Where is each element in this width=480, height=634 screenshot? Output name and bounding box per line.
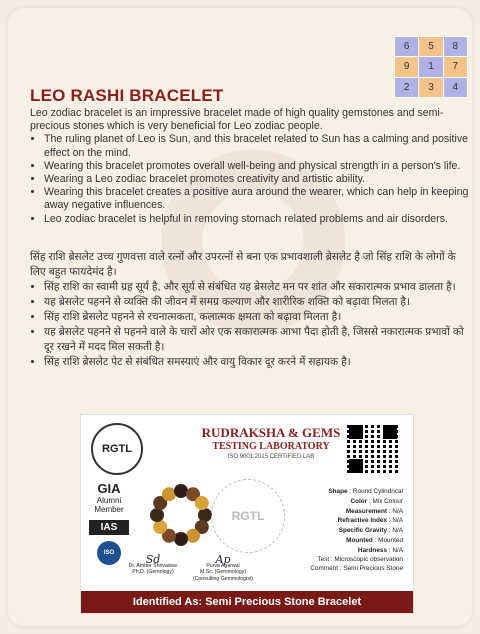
signature-scrawl-icon: Ap (215, 553, 231, 566)
signature-scrawl-icon: Sd (145, 553, 161, 566)
english-benefits-list (30, 133, 470, 225)
bead-icon (198, 508, 212, 522)
gia-label: GIA (97, 481, 121, 496)
lab-seal-icon (211, 479, 285, 553)
grid-cell: 2 (395, 78, 418, 97)
grid-cell: 4 (444, 78, 467, 97)
list-item: • Wearing a Leo zodiac bracelet promotes creativity and artistic ability. (44, 173, 470, 186)
qr-code-icon (347, 423, 399, 475)
list-item: • सिंह राशि ब्रेसलेट पहनने से रचनात्मकता, कलात्मक क्षमता को बढ़ावा मिलता है। (44, 310, 470, 325)
spec-row: Specific Gravity : N/A (338, 527, 403, 535)
test-method: Test : Microscopic observation (317, 556, 403, 563)
list-item: • Wearing this bracelet creates a positive aura around the wearer, which can help in keeping away negative influences. (44, 186, 470, 212)
signer-title: M.Sc. (Gemmology) (Consulting Gemmologist) (193, 569, 253, 582)
bracelet-image-icon (145, 479, 217, 551)
lab-logo-text: RGTL (102, 443, 132, 455)
test-info (310, 555, 403, 573)
signer-title: Ph.D. (Gemology) (132, 569, 174, 576)
accreditation-badges (89, 481, 129, 565)
lab-certificate (80, 414, 414, 614)
product-card (8, 8, 472, 626)
spec-key: Mounted (346, 536, 373, 544)
bead-icon (195, 496, 209, 510)
certificate-header (171, 425, 371, 460)
lab-logo-icon (91, 423, 143, 475)
bead-icon (162, 487, 176, 501)
list-item: • यह ब्रेसलेट पहनने से व्यक्ति की जीवन में समग्र कल्याण और शारीरिक शक्ति को बढ़ावा मिलता है। (44, 295, 470, 310)
spec-row: Color : Mix Colour (350, 497, 403, 505)
list-item: • सिंह राशि ब्रेसलेट पेट से संबंधित समस्याएं और वायु विकार दूर करने में सहायक है। (44, 355, 470, 370)
spec-row: Refractive Index : N/A (337, 517, 403, 525)
grid-cell: 8 (444, 37, 467, 56)
bead-icon (153, 520, 167, 534)
bead-icon (174, 484, 188, 498)
spec-key: Refractive Index (337, 517, 388, 525)
bead-icon (174, 532, 188, 546)
list-item: • The ruling planet of Leo is Sun, and this bracelet related to Sun has a calming and positive effect on the mind. (44, 133, 470, 159)
grid-cell: 3 (419, 78, 442, 97)
spec-value: Mounted (378, 536, 403, 544)
identified-banner: Identified As: Semi Precious Stone Bracelet (81, 591, 413, 613)
list-item: • सिंह राशि का स्वामी ग्रह सूर्य है, और सूर्य से संबंधित यह ब्रेसलेट मन पर शांत और सकारात्मक प्रभाव डालता है। (44, 280, 470, 295)
spec-key: Shape (328, 488, 348, 495)
list-item: • Wearing this bracelet promotes overall well-being and physical strength in a person's life. (44, 160, 470, 173)
spec-list (328, 487, 403, 556)
test-comment: Comment : Semi Precious Stone (310, 565, 403, 572)
spec-value: Round Cylindrical (352, 488, 403, 495)
grid-cell: 7 (444, 57, 467, 76)
list-item: • यह ब्रेसलेट पहनने से पहनने वाले के चारों ओर एक सकारात्मक आभा पैदा होती है, जिससे नकारात्मक प्रभावों को दूर रखने में मदद मिल सकती है। (44, 325, 470, 355)
hindi-description (30, 250, 470, 370)
lab-name: RUDRAKSHA & GEMS (201, 425, 341, 440)
signer-name: Purva Agarwal (206, 563, 240, 570)
spec-key: Measurement (345, 507, 388, 515)
grid-cell: 5 (419, 37, 442, 56)
bead-icon (150, 508, 164, 522)
iso-badge: ISO (97, 541, 121, 565)
signature-2 (193, 553, 253, 582)
bead-icon (186, 529, 200, 543)
english-description (30, 107, 470, 226)
signature-1 (123, 553, 183, 576)
grid-cell: 6 (395, 37, 418, 56)
seal-text: RGTL (231, 509, 265, 523)
signer-name: Dr. Amber Shrivastav (128, 563, 178, 570)
lo-shu-grid (394, 36, 468, 98)
gia-sub-label: Alumni Member (94, 496, 124, 514)
gia-badge (89, 481, 129, 514)
intro-text-hindi: सिंह राशि ब्रेसलेट उच्च गुणवत्ता वाले रत्नों और उपरत्नों से बना एक प्रभावशाली ब्रेसलेट है जो सिंह राशि के लोगों के लिए बहुत फायदेमंद है। (30, 251, 456, 278)
page-title: LEO RASHI BRACELET (30, 86, 224, 105)
spec-key: Specific Gravity (338, 527, 388, 535)
spec-row: Shape : Round Cylindrical (328, 488, 403, 495)
lab-iso: ISO 9001:2015 CERTIFIED LAB (227, 454, 315, 460)
spec-row: Hardness : N/A (357, 546, 403, 554)
spec-row: Measurement : N/A (345, 507, 403, 515)
spec-value: N/A (392, 546, 403, 554)
hindi-benefits-list (30, 280, 470, 370)
spec-key: Hardness (357, 546, 388, 554)
spec-value: N/A (392, 507, 403, 515)
lab-subtitle: TESTING LABORATORY (212, 441, 330, 452)
spec-value: N/A (392, 517, 403, 525)
spec-key: Color (350, 497, 368, 505)
intro-text: Leo zodiac bracelet is an impressive bracelet made of high quality gemstones and semi-precious stones which is very beneficial for Leo zodiac people. (30, 107, 444, 133)
list-item: • Leo zodiac bracelet is helpful in removing stomach related problems and air disorders. (44, 213, 470, 226)
spec-value: N/A (392, 527, 403, 535)
spec-row: Mounted : Mounted (346, 536, 403, 544)
grid-cell: 9 (395, 57, 418, 76)
spec-value: Mix Colour (372, 497, 403, 505)
grid-cell: 1 (419, 57, 442, 76)
ias-badge: IAS (89, 520, 129, 535)
